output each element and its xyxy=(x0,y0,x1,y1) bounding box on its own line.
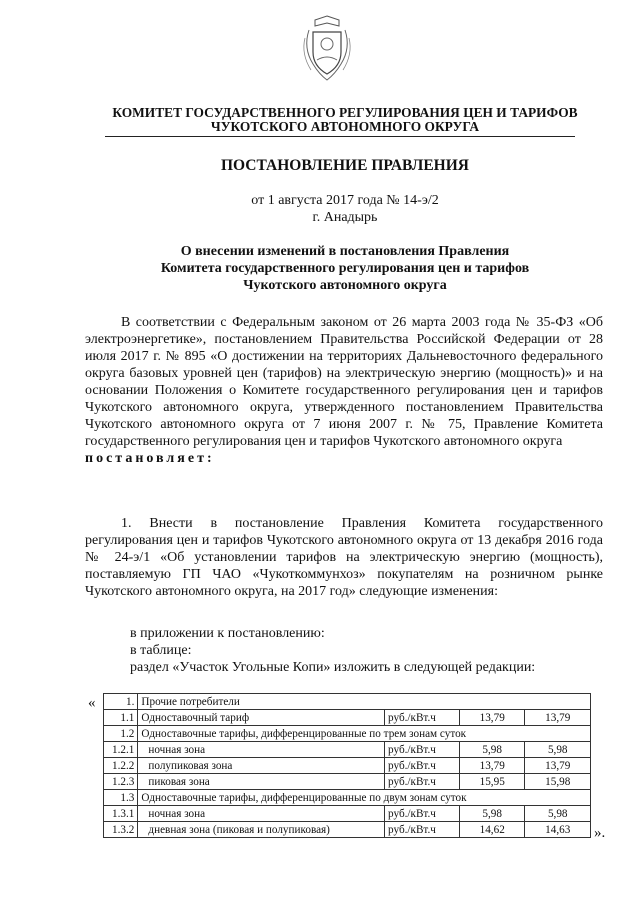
sub-item-table: в таблице: xyxy=(130,643,192,658)
row-name: ночная зона xyxy=(138,742,385,758)
row-value-2: 5,98 xyxy=(525,806,591,822)
row-name: полупиковая зона xyxy=(138,758,385,774)
row-name: дневная зона (пиковая и полупиковая) xyxy=(138,822,385,838)
row-number: 1.3.2 xyxy=(104,822,138,838)
coat-of-arms-icon xyxy=(299,14,355,86)
row-value-2: 13,79 xyxy=(525,710,591,726)
row-number: 1.2 xyxy=(104,726,138,742)
subject-line-1: О внесении изменений в постановления Правления xyxy=(180,244,510,259)
resolves-heading: постановляет: xyxy=(85,451,215,466)
subject-line-3: Чукотского автономного округа xyxy=(243,278,447,293)
table-row xyxy=(104,726,591,742)
row-value-2: 5,98 xyxy=(525,742,591,758)
table-row xyxy=(104,806,591,822)
row-value-1: 5,98 xyxy=(459,806,525,822)
subject-line-2: Комитета государственного регулирования цен и тарифов xyxy=(160,261,530,276)
row-name: Прочие потребители xyxy=(138,694,591,710)
row-name: пиковая зона xyxy=(138,774,385,790)
tariff-table xyxy=(103,693,591,838)
quote-close: ». xyxy=(594,825,606,841)
table-row xyxy=(104,822,591,838)
document-title: ПОСТАНОВЛЕНИЕ ПРАВЛЕНИЯ xyxy=(220,157,469,174)
row-value-1: 13,79 xyxy=(459,758,525,774)
table-row xyxy=(104,694,591,710)
item-1-block xyxy=(85,515,603,600)
row-number: 1.1 xyxy=(104,710,138,726)
committee-line-2: ЧУКОТСКОГО АВТОНОМНОГО ОКРУГА xyxy=(210,119,480,134)
table-row xyxy=(104,774,591,790)
table-row xyxy=(104,758,591,774)
row-name: Одноставочный тариф xyxy=(138,710,385,726)
row-value-1: 13,79 xyxy=(459,710,525,726)
sub-item-appendix: в приложении к постановлению: xyxy=(130,626,325,641)
row-unit: руб./кВт.ч xyxy=(385,742,460,758)
row-number: 1.2.1 xyxy=(104,742,138,758)
table-row xyxy=(104,710,591,726)
row-name: Одноставочные тарифы, дифференцированные по двум зонам суток xyxy=(138,790,591,806)
document-city: г. Анадырь xyxy=(312,210,378,225)
table-row xyxy=(104,790,591,806)
header-divider xyxy=(105,136,575,137)
row-value-1: 5,98 xyxy=(459,742,525,758)
row-value-2: 15,98 xyxy=(525,774,591,790)
row-unit: руб./кВт.ч xyxy=(385,774,460,790)
committee-name xyxy=(95,106,595,134)
preamble-block xyxy=(85,314,603,467)
row-name: ночная зона xyxy=(138,806,385,822)
document-date-number: от 1 августа 2017 года № 14-э/2 xyxy=(251,193,439,208)
preamble-text: В соответствии с Федеральным законом от 26 марта 2003 года № 35-ФЗ «Об электроэнергетике», постановлением Правительства Российской Федерации от 28 июля 2017 г. № 895 «О достижении на территориях Дальневосточного федерального округа базовых уровней цен (тарифов) на электрическую энергию (мощность)» и на основании Положения о Комитете государственного регулирования цен и тарифов Чукотского автономного округа, утвержденного постановлением Правительства Чукотского автономного округа от 7 июня 2007 г. № 75, Правление Комитета государственного регулирования цен и тарифов Чукотского автономного округа xyxy=(85,315,603,449)
tariff-table-body xyxy=(104,694,591,838)
sub-item-section: раздел «Участок Угольные Копи» изложить в следующей редакции: xyxy=(130,660,536,675)
row-unit: руб./кВт.ч xyxy=(385,822,460,838)
row-number: 1.2.2 xyxy=(104,758,138,774)
row-name: Одноставочные тарифы, дифференцированные по трем зонам суток xyxy=(138,726,591,742)
document-subject xyxy=(95,243,595,294)
row-unit: руб./кВт.ч xyxy=(385,806,460,822)
row-value-1: 15,95 xyxy=(459,774,525,790)
row-value-1: 14,62 xyxy=(459,822,525,838)
item-1-text: 1. Внести в постановление Правления Комитета государственного регулирования цен и тарифов Чукотского автономного округа от 13 декабря 2016 года № 24-э/1 «Об установлении тарифов на электрическую энергию (мощность), поставляемую ГП ЧАО «Чукоткоммунхоз» покупателям на розничном рынке Чукотского автономного округа, на 2017 год» следующие изменения: xyxy=(85,516,603,599)
row-unit: руб./кВт.ч xyxy=(385,758,460,774)
row-number: 1.2.3 xyxy=(104,774,138,790)
row-number: 1. xyxy=(104,694,138,710)
committee-line-1: КОМИТЕТ ГОСУДАРСТВЕННОГО РЕГУЛИРОВАНИЯ ЦЕН И ТАРИФОВ xyxy=(112,105,578,120)
row-value-2: 14,63 xyxy=(525,822,591,838)
row-unit: руб./кВт.ч xyxy=(385,710,460,726)
quote-open: « xyxy=(88,695,96,711)
row-value-2: 13,79 xyxy=(525,758,591,774)
row-number: 1.3 xyxy=(104,790,138,806)
table-row xyxy=(104,742,591,758)
row-number: 1.3.1 xyxy=(104,806,138,822)
